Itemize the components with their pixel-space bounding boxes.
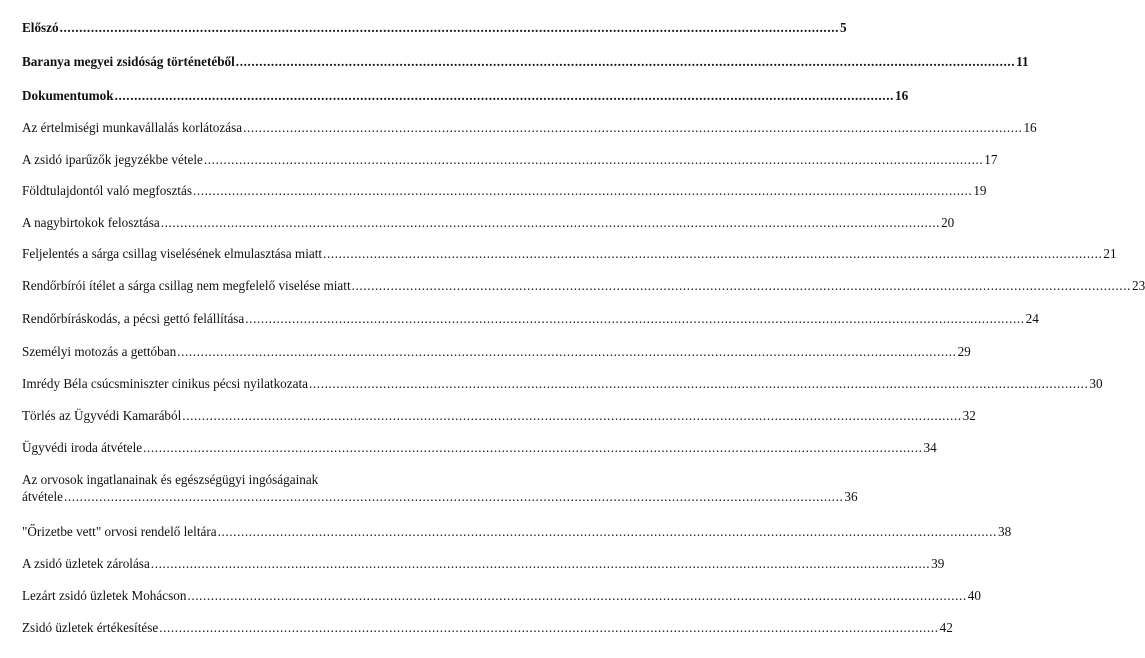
- toc-leader-dots: ........................................................................................................................................................................................................: [192, 183, 973, 198]
- toc-entry-page: 23: [1131, 278, 1145, 293]
- toc-entry[interactable]: [22, 183, 987, 198]
- toc-entry-page: 16: [894, 88, 909, 103]
- toc-entry-page: 11: [1016, 54, 1029, 69]
- toc-entry[interactable]: [22, 20, 847, 35]
- toc-entry-page: 34: [923, 440, 937, 455]
- toc-leader-dots: ........................................................................................................................................................................................................: [309, 376, 1089, 391]
- toc-leader-dots: ........................................................................................................................................................................................................: [243, 120, 1023, 135]
- toc-leader-dots: ........................................................................................................................................................................................................: [159, 620, 939, 635]
- toc-leader-dots: ........................................................................................................................................................................................................: [235, 54, 1016, 69]
- toc-leader-dots: ........................................................................................................................................................................................................: [217, 524, 997, 539]
- toc-entry[interactable]: [22, 311, 1039, 326]
- toc-entry-title: Rendőrbíráskodás, a pécsi gettó felállítása: [22, 311, 245, 326]
- toc-entry-title: "Őrizetbe vett" orvosi rendelő leltára: [22, 524, 217, 539]
- toc-leader-dots: ........................................................................................................................................................................................................: [143, 440, 923, 455]
- toc-entry-title: Földtulajdontól való megfosztás: [22, 183, 192, 198]
- toc-entry-title: Lezárt zsidó üzletek Mohácson: [22, 588, 187, 603]
- toc-entry-title: A zsidó iparűzők jegyzékbe vétele: [22, 152, 203, 167]
- toc-entry-page: 39: [931, 556, 945, 571]
- toc-entry[interactable]: [22, 278, 1145, 293]
- toc-entry-title: Imrédy Béla csúcsminiszter cinikus pécsi nyilatkozata: [22, 376, 309, 391]
- toc-entry-page: 30: [1089, 376, 1103, 391]
- toc-entry[interactable]: [22, 246, 1117, 261]
- toc-entry[interactable]: [22, 54, 1029, 69]
- toc-leader-dots: ........................................................................................................................................................................................................: [187, 588, 967, 603]
- toc-entry-page: 29: [957, 344, 971, 359]
- toc-entry[interactable]: [22, 524, 1012, 539]
- toc-entry[interactable]: [22, 556, 945, 571]
- toc-entry-line2: [22, 489, 858, 504]
- toc-leader-dots: ........................................................................................................................................................................................................: [114, 88, 894, 103]
- toc-entry[interactable]: [22, 215, 955, 230]
- toc-entry-page: 19: [973, 183, 987, 198]
- toc-entry-title: Az értelmiségi munkavállalás korlátozása: [22, 120, 243, 135]
- toc-entry[interactable]: [22, 408, 976, 423]
- toc-leader-dots: ........................................................................................................................................................................................................: [150, 556, 931, 571]
- toc-entry[interactable]: [22, 588, 981, 603]
- toc-entry-page: 20: [941, 215, 955, 230]
- toc-entry[interactable]: [22, 440, 937, 455]
- toc-entry[interactable]: [22, 344, 971, 359]
- toc-leader-dots: ........................................................................................................................................................................................................: [160, 215, 941, 230]
- toc-leader-dots: ........................................................................................................................................................................................................: [323, 246, 1103, 261]
- toc-entry-page: 42: [939, 620, 953, 635]
- toc-entry-page: 38: [997, 524, 1012, 539]
- toc-entry-page: 32: [962, 408, 976, 423]
- toc-leader-dots: ........................................................................................................................................................................................................: [59, 20, 840, 35]
- toc-entry-title: Előszó: [22, 20, 59, 35]
- toc-entry-title: Zsidó üzletek értékesítése: [22, 620, 159, 635]
- toc-entry-page: 5: [840, 20, 847, 35]
- toc-leader-dots: ........................................................................................................................................................................................................: [351, 278, 1131, 293]
- toc-leader-dots: ........................................................................................................................................................................................................: [203, 152, 984, 167]
- toc-leader-dots: ........................................................................................................................................................................................................: [182, 408, 962, 423]
- toc-entry[interactable]: [22, 472, 858, 504]
- toc-leader-dots: ........................................................................................................................................................................................................: [177, 344, 957, 359]
- toc-entry-title: A nagybirtokok felosztása: [22, 215, 160, 230]
- toc-entry-title: Dokumentumok: [22, 88, 114, 103]
- toc-entry-title: Rendőrbírói ítélet a sárga csillag nem megfelelő viselése miatt: [22, 278, 351, 293]
- toc-entry[interactable]: [22, 376, 1103, 391]
- toc-entry[interactable]: [22, 88, 909, 103]
- toc-entry-title: Ügyvédi iroda átvétele: [22, 440, 143, 455]
- toc-entry-page: 17: [984, 152, 998, 167]
- toc-entry-page: 40: [967, 588, 981, 603]
- toc-entry-page: 21: [1103, 246, 1117, 261]
- toc-leader-dots: ........................................................................................................................................................................................................: [64, 489, 844, 504]
- toc-entry-title-line1: Az orvosok ingatlanainak és egészségügyi ingóságainak: [22, 472, 319, 487]
- toc-leader-dots: ........................................................................................................................................................................................................: [245, 311, 1025, 326]
- toc-entry[interactable]: [22, 620, 953, 635]
- toc-entry-title: Feljelentés a sárga csillag viselésének elmulasztása miatt: [22, 246, 323, 261]
- toc-entry[interactable]: [22, 152, 998, 167]
- toc-entry[interactable]: [22, 120, 1037, 135]
- toc-entry-title-line2: átvétele: [22, 489, 63, 504]
- toc-entry-page: 36: [844, 489, 858, 504]
- toc-entry-title: Baranya megyei zsidóság történetéből: [22, 54, 235, 69]
- toc-entry-title: Személyi motozás a gettóban: [22, 344, 177, 359]
- toc-entry-title: A zsidó üzletek zárolása: [22, 556, 150, 571]
- toc-entry-page: 24: [1025, 311, 1039, 326]
- toc-entry-title: Törlés az Ügyvédi Kamarából: [22, 408, 182, 423]
- toc-entry-page: 16: [1023, 120, 1037, 135]
